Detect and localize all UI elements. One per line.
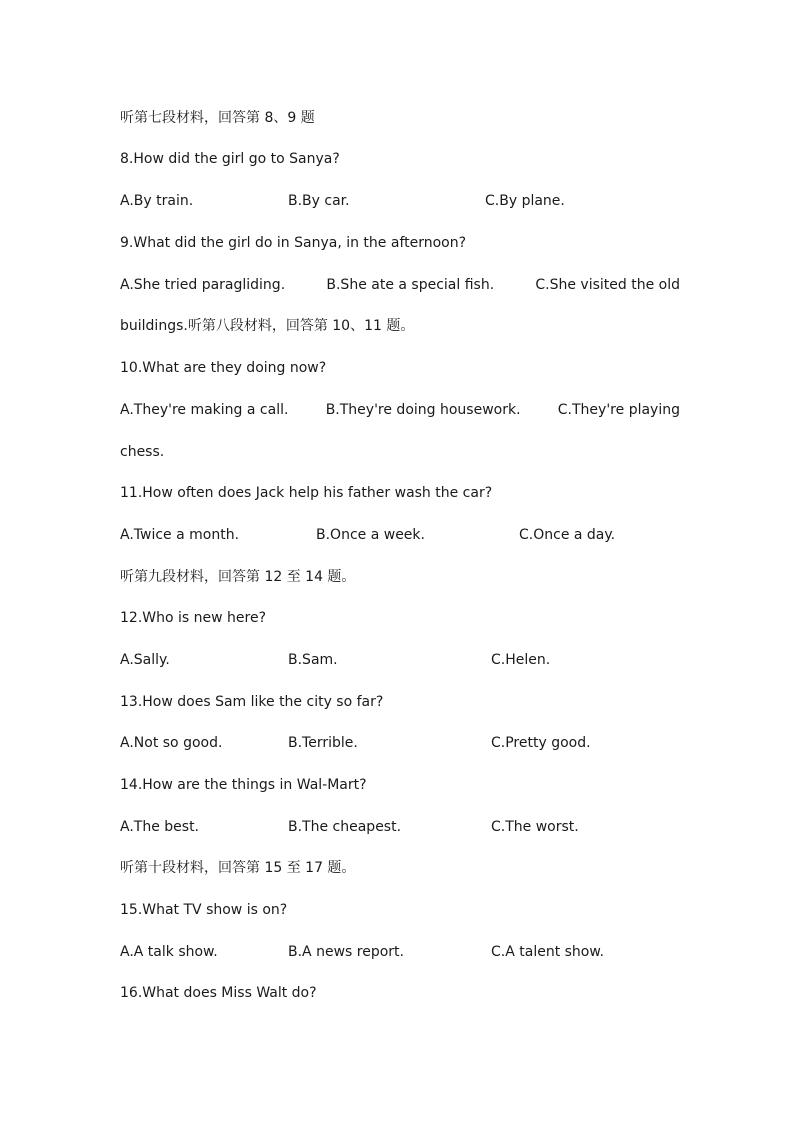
q9-option-a: A.She tried paragliding. xyxy=(120,277,286,293)
q14-option-b: B.The cheapest. xyxy=(288,819,402,835)
q12-option-a: A.Sally. xyxy=(120,652,170,668)
q8-option-c: C.By plane. xyxy=(485,193,565,209)
q12-option-c: C.Helen. xyxy=(491,652,551,668)
q15-option-c: C.A talent show. xyxy=(491,944,604,960)
q9-option-c: C.She visited the old xyxy=(535,277,680,293)
q14-option-a: A.The best. xyxy=(120,819,200,835)
question-15: 15.What TV show is on? xyxy=(120,902,288,918)
q10-option-c: C.They're playing xyxy=(557,402,680,418)
q14-option-c: C.The worst. xyxy=(491,819,579,835)
question-10-options xyxy=(120,401,680,419)
q10-option-a: A.They're making a call. xyxy=(120,402,289,418)
q13-option-b: B.Terrible. xyxy=(288,735,358,751)
question-11: 11.How often does Jack help his father wash the car? xyxy=(120,485,493,501)
q9-option-c-cont: buildings. xyxy=(120,318,188,334)
q10-option-b: B.They're doing housework. xyxy=(325,402,521,418)
question-9: 9.What did the girl do in Sanya, in the afternoon? xyxy=(120,235,467,251)
q13-option-a: A.Not so good. xyxy=(120,735,223,751)
q11-option-b: B.Once a week. xyxy=(316,527,425,543)
section-9-heading: 听第九段材料，回答第 12 至 14 题。 xyxy=(120,569,356,585)
question-9-continuation xyxy=(120,317,680,335)
section-10-heading: 听第十段材料，回答第 15 至 17 题。 xyxy=(120,860,356,876)
q13-option-c: C.Pretty good. xyxy=(491,735,591,751)
q10-option-c-cont: chess. xyxy=(120,444,165,460)
q15-option-a: A.A talk show. xyxy=(120,944,218,960)
q15-option-b: B.A news report. xyxy=(288,944,404,960)
question-16: 16.What does Miss Walt do? xyxy=(120,985,317,1001)
section-7-heading: 听第七段材料，回答第 8、9 题 xyxy=(120,110,315,126)
question-14: 14.How are the things in Wal-Mart? xyxy=(120,777,367,793)
question-12: 12.Who is new here? xyxy=(120,610,266,626)
question-13: 13.How does Sam like the city so far? xyxy=(120,694,384,710)
q11-option-c: C.Once a day. xyxy=(519,527,616,543)
q8-option-a: A.By train. xyxy=(120,193,194,209)
question-8: 8.How did the girl go to Sanya? xyxy=(120,151,340,167)
section-8-heading: 听第八段材料，回答第 10、11 题。 xyxy=(187,318,415,334)
question-9-options xyxy=(120,276,680,294)
q11-option-a: A.Twice a month. xyxy=(120,527,240,543)
question-10: 10.What are they doing now? xyxy=(120,360,327,376)
q8-option-b: B.By car. xyxy=(288,193,350,209)
q9-option-b: B.She ate a special fish. xyxy=(326,277,495,293)
q12-option-b: B.Sam. xyxy=(288,652,338,668)
